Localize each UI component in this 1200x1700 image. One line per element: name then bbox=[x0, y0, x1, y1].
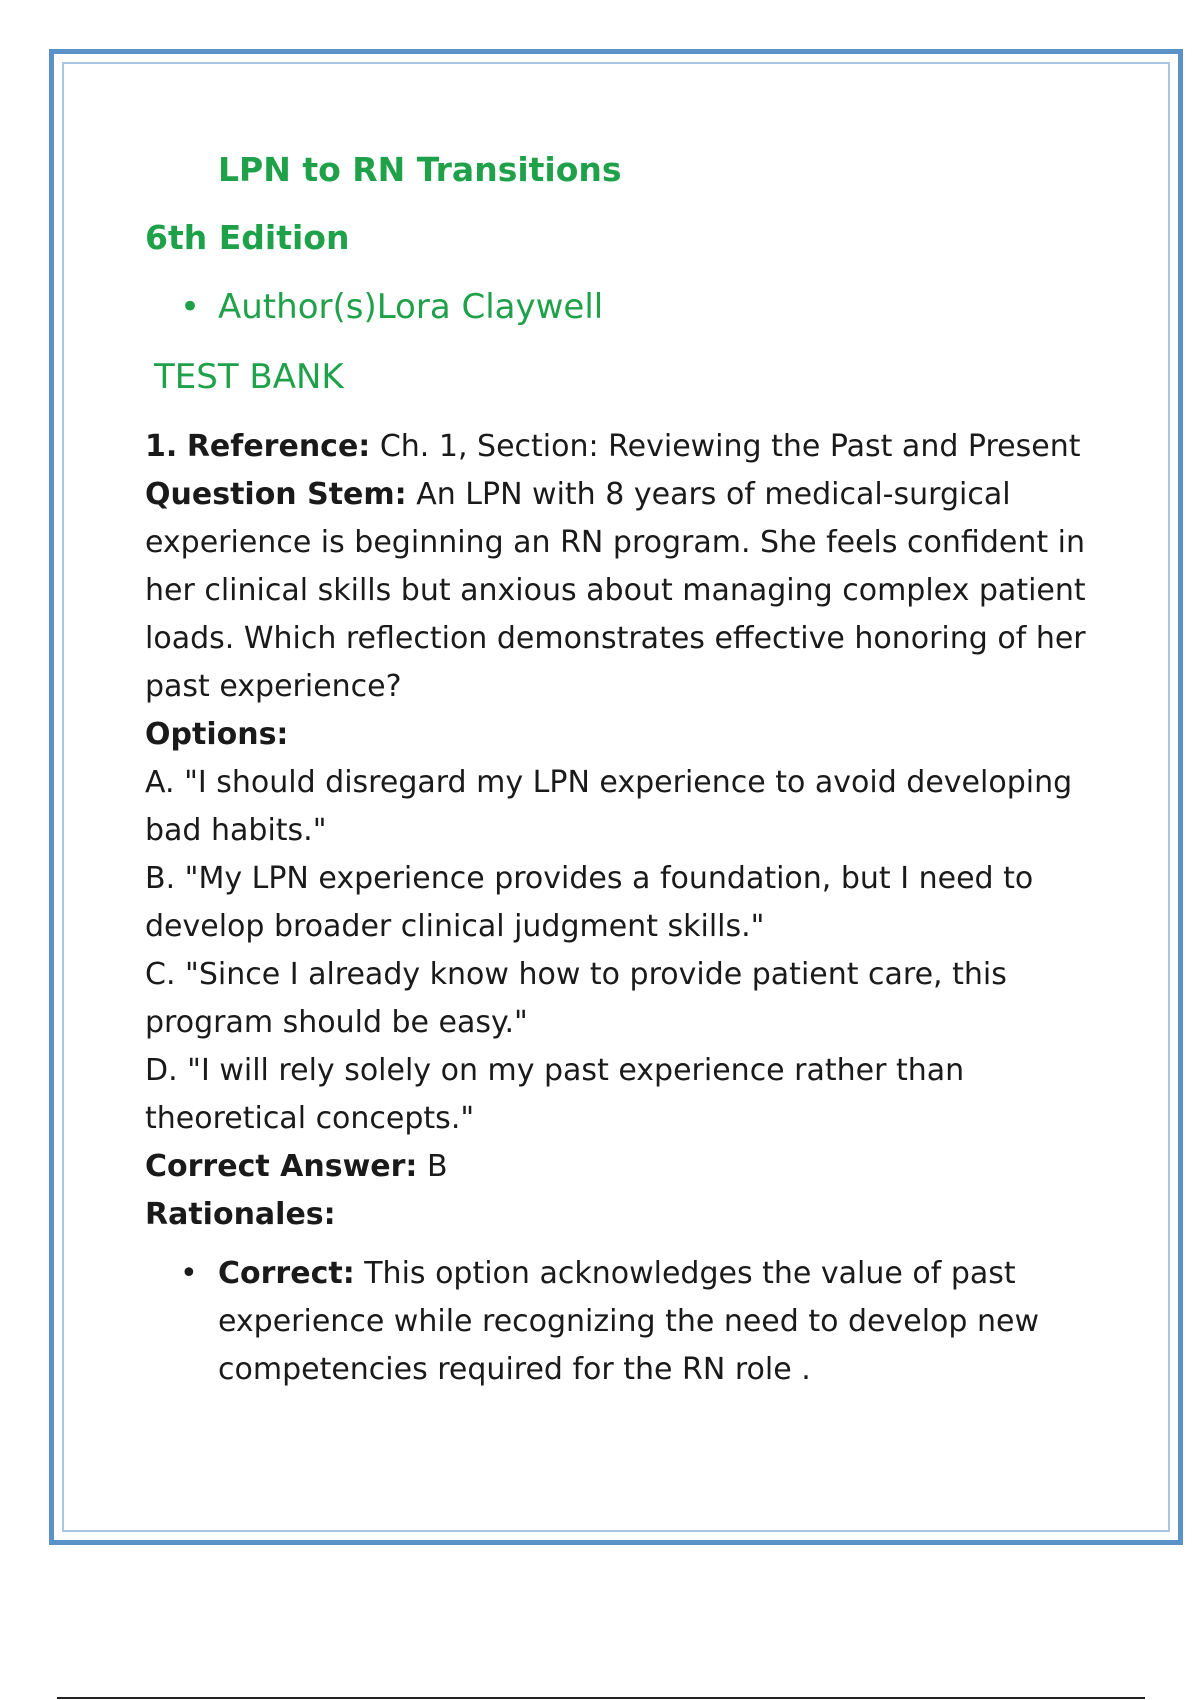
options-label: Options: bbox=[145, 717, 289, 752]
option-d: D. "I will rely solely on my past experience rather than theoretical concepts." bbox=[145, 1053, 965, 1136]
option-b: B. "My LPN experience provides a foundation, but I need to develop broader clinical judgment skills." bbox=[145, 861, 1034, 944]
reference-value: Ch. 1, Section: Reviewing the Past and Present bbox=[370, 429, 1081, 464]
rationale-text bbox=[218, 1250, 1040, 1394]
rationale-correct-label: Correct: bbox=[218, 1256, 355, 1291]
answer-value: B bbox=[417, 1149, 448, 1184]
reference-line bbox=[145, 423, 1090, 471]
option-a: A. "I should disregard my LPN experience to avoid developing bad habits." bbox=[145, 765, 1073, 848]
stem-value: An LPN with 8 years of medical-surgical experience is beginning an RN program. She feels confident in her clinical skills but anxious about managing complex patient loads. Which reflection demonstrates effective honoring of her past experience? bbox=[145, 477, 1086, 704]
rationales-label: Rationales: bbox=[145, 1197, 336, 1232]
footer-divider bbox=[57, 1697, 1145, 1699]
author-list-item bbox=[180, 287, 603, 327]
book-title: LPN to RN Transitions bbox=[218, 150, 622, 189]
stem-label: Question Stem: bbox=[145, 477, 407, 512]
reference-label: Reference: bbox=[186, 429, 371, 464]
question-number: 1. bbox=[145, 429, 178, 464]
bullet-icon: • bbox=[180, 1256, 198, 1291]
option-c: C. "Since I already know how to provide patient care, this program should be easy." bbox=[145, 957, 1007, 1040]
correct-answer-line bbox=[145, 1143, 1090, 1191]
question-block bbox=[145, 423, 1090, 1239]
rationale-list-item bbox=[180, 1250, 1040, 1394]
answer-label: Correct Answer: bbox=[145, 1149, 418, 1184]
book-edition: 6th Edition bbox=[145, 218, 350, 257]
question-stem bbox=[145, 471, 1090, 711]
rationale-correct-text: This option acknowledges the value of past experience while recognizing the need to develop new competencies required for the RN role . bbox=[218, 1256, 1039, 1387]
test-bank-heading: TEST BANK bbox=[154, 357, 344, 397]
bullet-icon: • bbox=[180, 287, 201, 327]
author-text: Author(s)Lora Claywell bbox=[218, 287, 604, 327]
